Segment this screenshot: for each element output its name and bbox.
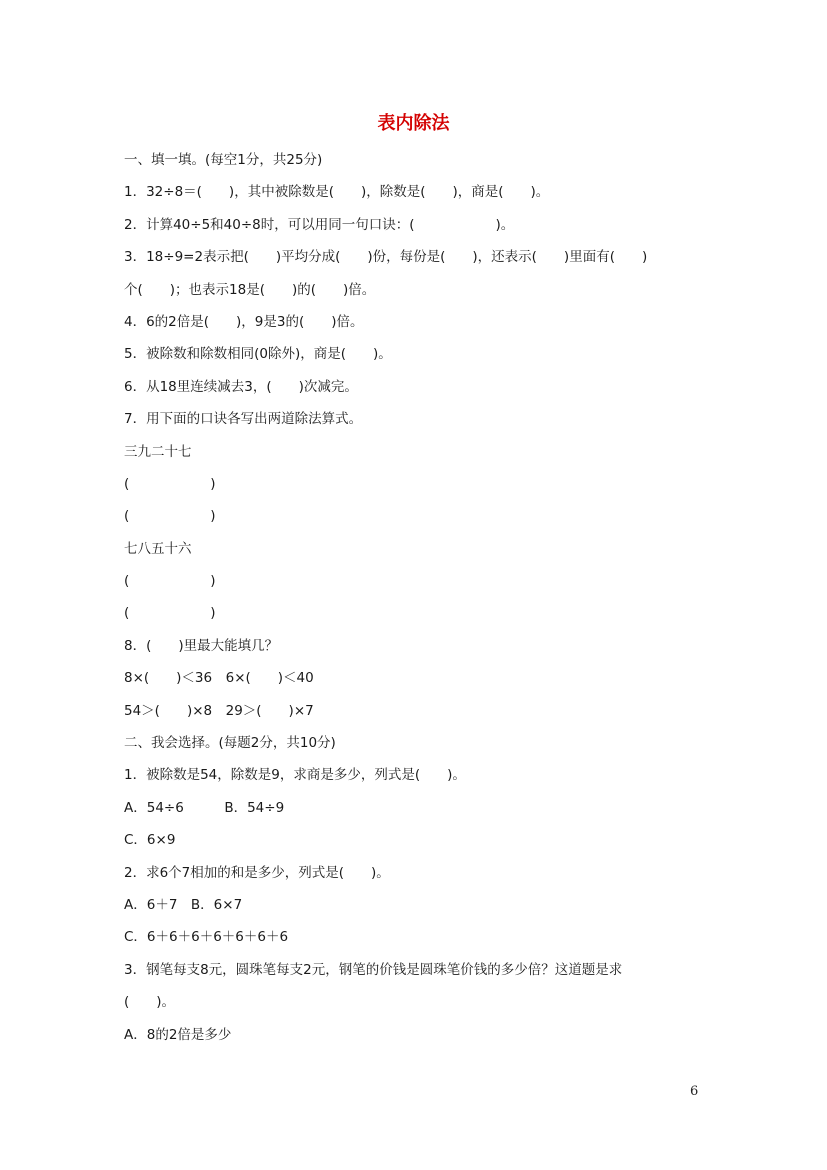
question-1-2: 2．计算40÷5和40÷8时，可以用同一句口诀：( )。	[124, 216, 515, 233]
question-2-3: 3．钢笔每支8元，圆珠笔每支2元，钢笔的价钱是圆珠笔价钱的多少倍？这道题是求	[124, 961, 623, 978]
option-row: C．6×9	[124, 832, 176, 849]
answer-blank: ( )	[124, 475, 216, 492]
page-title: 表内除法	[377, 113, 450, 134]
inequality-row-2: 54＞( )×8 29＞( )×7	[124, 702, 314, 719]
option-row: A．54÷6 B．54÷9	[124, 799, 285, 816]
option-row: A．6＋7 B．6×7	[124, 896, 243, 913]
inequality-row-1: 8×( )＜36 6×( )＜40	[124, 670, 314, 687]
answer-blank: ( )	[124, 605, 216, 622]
multiplication-rhyme-1: 三九二十七	[124, 443, 192, 460]
option-row: C．6＋6＋6＋6＋6＋6＋6	[124, 929, 289, 946]
page-number: 6	[690, 1084, 699, 1099]
worksheet-body	[124, 150, 714, 1057]
option-row: A．8的2倍是多少	[124, 1026, 232, 1043]
question-2-2: 2．求6个7相加的和是多少，列式是( )。	[124, 864, 390, 881]
question-2-1: 1．被除数是54，除数是9，求商是多少，列式是( )。	[124, 767, 466, 784]
answer-blank: ( )	[124, 573, 216, 590]
question-1-5: 5．被除数和除数相同(0除外)，商是( )。	[124, 346, 392, 363]
answer-blank: ( )	[124, 508, 216, 525]
question-1-1: 1．32÷8＝( )，其中被除数是( )，除数是( )，商是( )。	[124, 184, 550, 201]
section-heading-choice: 二、我会选择。(每题2分，共10分)	[124, 735, 336, 752]
question-1-3-continued: 个( )；也表示18是( )的( )倍。	[124, 281, 376, 298]
question-1-7: 7．用下面的口诀各写出两道除法算式。	[124, 411, 363, 428]
question-2-3-continued: ( )。	[124, 994, 176, 1011]
question-1-4: 4．6的2倍是( )，9是3的( )倍。	[124, 313, 364, 330]
multiplication-rhyme-2: 七八五十六	[124, 540, 192, 557]
question-1-6: 6．从18里连续减去3，( )次减完。	[124, 378, 358, 395]
question-1-3: 3．18÷9=2表示把( )平均分成( )份，每份是( )，还表示( )里面有( )	[124, 249, 648, 266]
question-1-8: 8．( )里最大能填几？	[124, 637, 279, 654]
section-heading-fill-in: 一、填一填。(每空1分，共25分)	[124, 152, 323, 168]
